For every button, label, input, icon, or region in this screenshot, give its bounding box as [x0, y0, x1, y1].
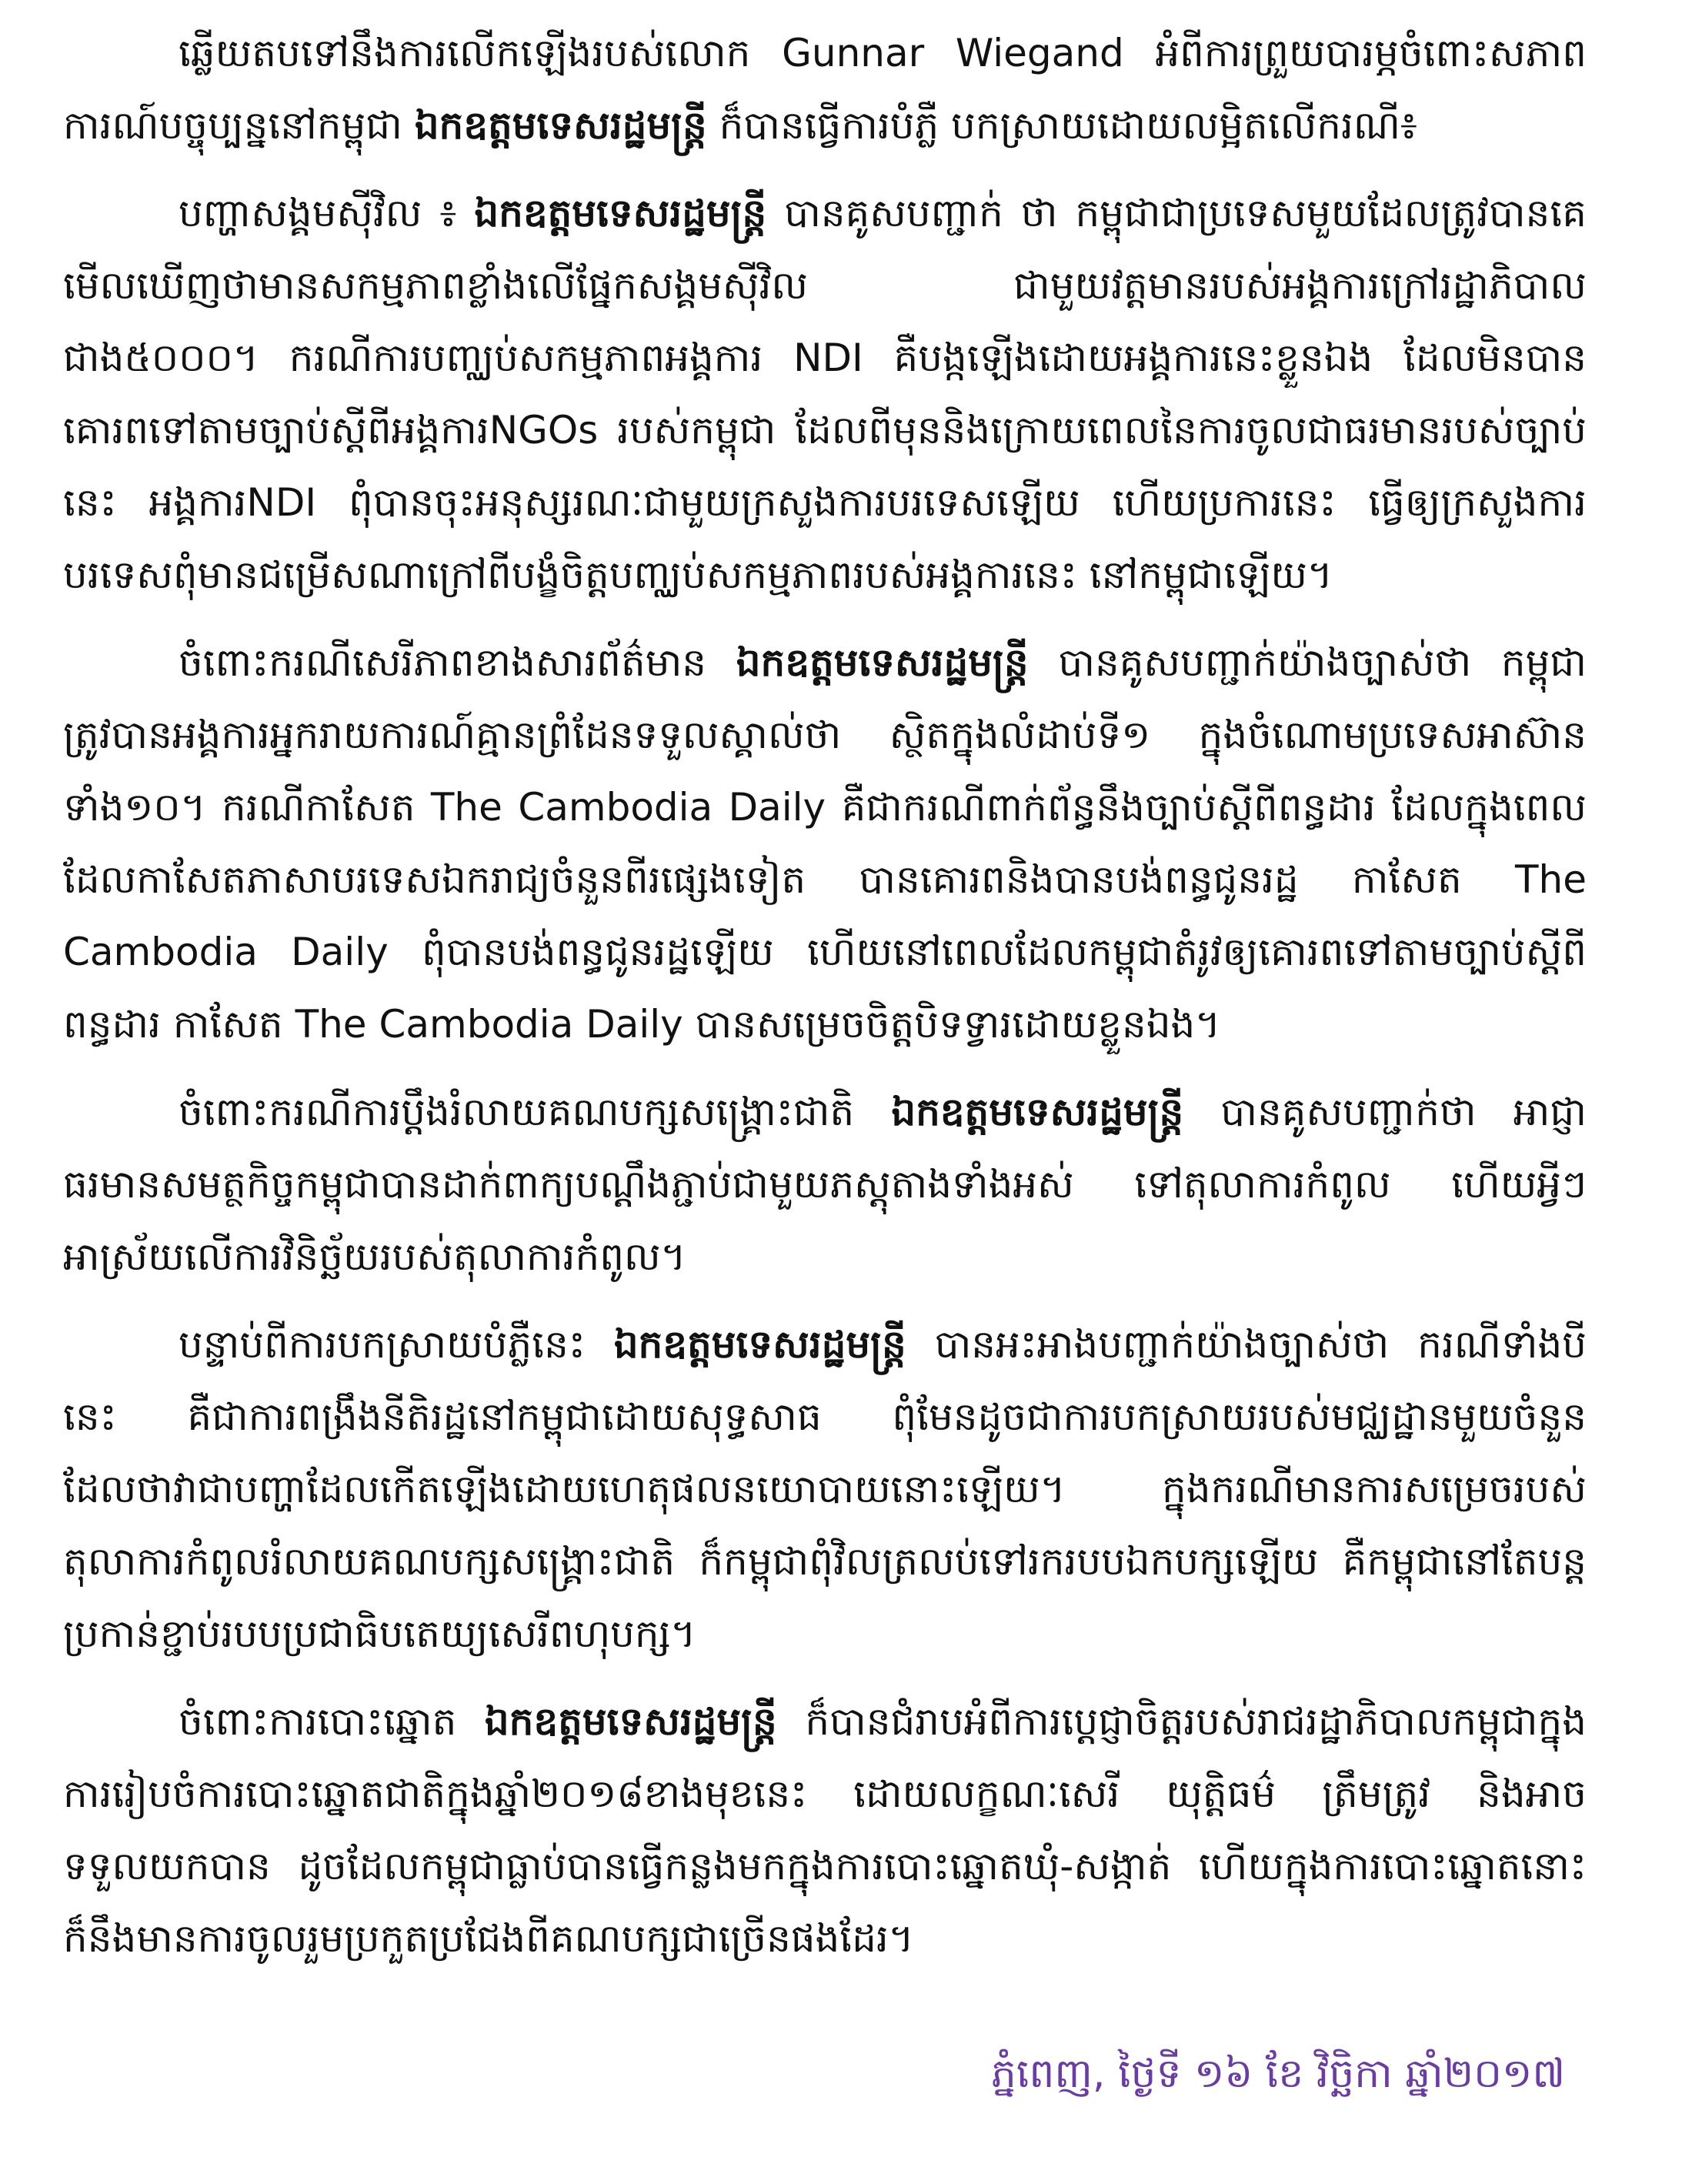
paragraph-text: បានគូសបញ្ជាក់ ថា កម្ពុជាជាប្រទេសមួយដែលត្រូវបានគេមើលឃើញថាមានសកម្មភាពខ្លាំងលើផ្នែកសង្គមស៊ីវិល ជាមួយវត្តមានរបស់អង្គការក្រៅរដ្ឋាភិបាលជាង៥០០០។ ករណីការបញ្ឈប់សកម្មភាពអង្គការ NDI គឺបង្កឡើងដោយអង្គការនេះខ្លួនឯង ដែលមិនបានគោរពទៅតាមច្បាប់ស្តីពីអង្គការNGOs របស់កម្ពុជា ដែលពីមុននិងក្រោយពេលនៃការចូលជាធរមានរបស់ច្បាប់នេះ អង្គការNDI ពុំបានចុះអនុស្សរណៈជាមួយក្រសួងការបរទេសឡើយ ហើយប្រការនេះ ធ្វើឲ្យក្រសួងការបរទេសពុំមានជម្រើសណាក្រៅពីបង្ខំចិត្តបញ្ឈប់សកម្មភាពរបស់អង្គការនេះ នៅកម្ពុជាឡើយ។: [63, 191, 1587, 597]
paragraph-civil-society: [63, 177, 1587, 611]
paragraph-text: បានគូសបញ្ជាក់ថា អាជ្ញាធរមានសមត្ថកិច្ចកម្ពុជាបានដាក់ពាក្យបណ្តឹងភ្ជាប់ជាមួយភស្តុតាងទាំងអស់ ទៅតុលាការកំពូល ហើយអ្វីៗអាស្រ័យលើការវិនិច្ឆ័យរបស់តុលាការកំពូល។: [63, 1090, 1587, 1279]
paragraph-text: បញ្ហាសង្គមស៊ីវិល ៖: [179, 191, 475, 235]
paragraph-text: បានអះអាងបញ្ជាក់យ៉ាងច្បាស់ថា ករណីទាំងបីនេះ គឺជាការពង្រឹងនីតិរដ្ឋនៅកម្ពុជាដោយសុទ្ធសាធ ពុំមែនដូចជាការបកស្រាយរបស់មជ្ឈដ្ឋានមួយចំនួនដែលថាវាជាបញ្ហាដែលកើតឡើងដោយហេតុផលនយោបាយនោះឡើយ។ ក្នុងករណីមានការសម្រេចរបស់តុលាការកំពូលរំលាយគណបក្សសង្គ្រោះជាតិ ក៏កម្ពុជាពុំវិលត្រលប់ទៅរករបបឯកបក្សឡើយ គឺកម្ពុជានៅតែបន្តប្រកាន់ខ្ជាប់របបប្រជាធិបតេយ្យសេរីពហុបក្ស។: [63, 1322, 1587, 1656]
paragraph-press-freedom: [63, 626, 1587, 1060]
paragraph-text: ក៏បានជំរាបអំពីការប្តេជ្ញាចិត្តរបស់រាជរដ្ឋាភិបាលកម្ពុជាក្នុងការរៀបចំការបោះឆ្នោតជាតិក្នុងឆ្នាំ២០១៨ខាងមុខនេះ ដោយលក្ខណៈសេរី យុត្តិធម៌ ត្រឹមត្រូវ និងអាចទទួលយកបាន ដូចដែលកម្ពុជាធ្លាប់បានធ្វើកន្លងមកក្នុងការបោះឆ្នោតឃុំ-សង្កាត់ ហើយក្នុងការបោះឆ្នោតនោះ ក៏នឹងមានការចូលរួមប្រកួតប្រជែងពីគណបក្សជាច្រើនផងដែរ។: [63, 1699, 1587, 1961]
minister-title: ឯកឧត្តមទេសរដ្ឋមន្ត្រី: [613, 1322, 906, 1367]
paragraph-text: ក៏បានធ្វើការបំភ្លឺ បកស្រាយដោយលម្អិតលើករណី៖: [706, 103, 1417, 148]
minister-title: ឯកឧត្តមទេសរដ្ឋមន្ត្រី: [736, 640, 1029, 685]
paragraph-elections: [63, 1685, 1587, 1975]
minister-title: ឯកឧត្តមទេសរដ្ឋមន្ត្រី: [891, 1090, 1184, 1134]
paragraph-text: បន្ទាប់ពីការបកស្រាយបំភ្លឺនេះ: [179, 1322, 614, 1367]
paragraph-text: ចំពោះការបោះឆ្នោត: [179, 1699, 485, 1744]
paragraph-text: ចំពោះករណីការប្តឹងរំលាយគណបក្សសង្គ្រោះជាតិ: [179, 1090, 892, 1134]
minister-title: ឯកឧត្តមទេសរដ្ឋមន្ត្រី: [484, 1699, 777, 1744]
minister-title: ឯកឧត្តមទេសរដ្ឋមន្ត្រី: [474, 191, 767, 235]
minister-title: ឯកឧត្តមទេសរដ្ឋមន្ត្រី: [414, 103, 707, 148]
paragraph-text: បានគូសបញ្ជាក់យ៉ាងច្បាស់ថា កម្ពុជា ត្រូវបានអង្គការអ្នករាយការណ៍គ្មានព្រំដែនទទួលស្គាល់ថា ស្ថិតក្នុងលំដាប់ទី១ ក្នុងចំណោមប្រទេសអាស៊ានទាំង១០។ ករណីកាសែត The Cambodia Daily គឺជាករណីពាក់ព័ន្ធនឹងច្បាប់ស្តីពីពន្ធដារ ដែលក្នុងពេលដែលកាសែតភាសាបរទេសឯករាជ្យចំនួនពីរផ្សេងទៀត បានគោរពនិងបានបង់ពន្ធជូនរដ្ឋ កាសែត The Cambodia Daily ពុំបានបង់ពន្ធជូនរដ្ឋឡើយ ហើយនៅពេលដែលកម្ពុជាតំរូវឲ្យគោរពទៅតាមច្បាប់ស្តីពីពន្ធដារ កាសែត The Cambodia Daily បានសម្រេចចិត្តបិទទ្វារដោយខ្លួនឯង។: [63, 640, 1587, 1047]
paragraph-text: ឆ្លើយតបទៅនឹងការលើកឡើងរបស់លោក Gunnar Wiegand អំពីការព្រួយបារម្ភចំពោះសភាពការណ៍បច្ចុប្បន្ននៅកម្ពុជា: [63, 31, 1587, 148]
paragraph-text: ចំពោះករណីសេរីភាពខាងសារព័ត៌មាន: [179, 640, 736, 685]
dateline: ភ្នំពេញ, ថ្ងៃទី ១៦ ខែ វិច្ឆិកា ឆ្នាំ២០១៧: [990, 2051, 1565, 2097]
paragraph-response: [63, 17, 1587, 162]
paragraph-rule-of-law: [63, 1308, 1587, 1670]
paragraph-party-dissolution: [63, 1076, 1587, 1293]
document-body: [63, 17, 1587, 1990]
